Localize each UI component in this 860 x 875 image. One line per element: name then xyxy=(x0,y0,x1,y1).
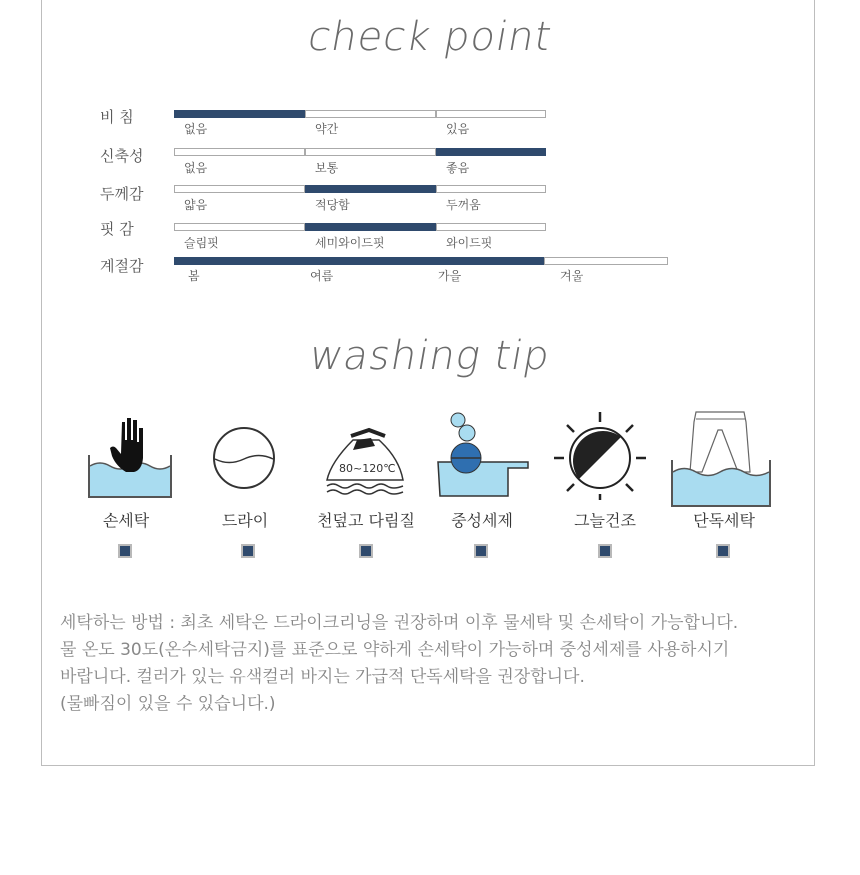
neutral-detergent-icon xyxy=(428,410,538,500)
row-label-elasticity: 신축성 xyxy=(100,147,144,165)
option-label: 봄 xyxy=(188,269,200,283)
hand-wash-marker xyxy=(118,544,132,558)
elasticity-bar xyxy=(174,148,546,156)
thickness-seg-3 xyxy=(436,185,546,193)
sheerness-bar xyxy=(174,110,546,118)
washing-instructions xyxy=(60,610,820,718)
elasticity-seg-1 xyxy=(174,148,305,156)
washing-tip-heading: washing tip xyxy=(306,333,554,379)
sheerness-options xyxy=(174,120,546,137)
instruction-line: 세탁하는 방법 : 최초 세탁은 드라이크리닝을 권장하며 이후 물세탁 및 손세탁이 가능합니다. xyxy=(60,613,739,633)
season-seg-1 xyxy=(174,257,298,265)
row-label-season: 계절감 xyxy=(100,257,144,275)
instruction-line: 물 온도 30도(온수세탁금지)를 표준으로 약하게 손세탁이 가능하며 중성세제를 사용하시기 xyxy=(60,640,730,660)
shade-dry-marker xyxy=(598,544,612,558)
fit-seg-3 xyxy=(436,223,546,231)
season-seg-3 xyxy=(420,257,544,265)
iron-marker xyxy=(359,544,373,558)
option-label: 두꺼움 xyxy=(446,198,481,212)
option-label: 세미와이드핏 xyxy=(315,236,385,250)
wash-separately-marker xyxy=(716,544,730,558)
elasticity-seg-3 xyxy=(436,148,546,156)
fit-options xyxy=(174,234,546,251)
fit-seg-2 xyxy=(305,223,436,231)
neutral-detergent-marker xyxy=(474,544,488,558)
option-label: 얇음 xyxy=(184,198,208,212)
neutral-detergent-label: 중성세제 xyxy=(451,511,513,530)
season-bar xyxy=(174,257,668,265)
dry-clean-icon xyxy=(189,410,299,500)
thickness-seg-2 xyxy=(305,185,436,193)
thickness-seg-1 xyxy=(174,185,305,193)
option-label: 보통 xyxy=(315,161,339,175)
iron-temp-text: 80~120℃ xyxy=(339,462,396,475)
fit-seg-1 xyxy=(174,223,305,231)
option-label: 좋음 xyxy=(446,161,470,175)
season-options xyxy=(174,267,668,284)
elasticity-options xyxy=(174,159,546,176)
iron-label: 천덮고 다림질 xyxy=(317,511,415,530)
option-label: 약간 xyxy=(315,122,339,136)
row-label-thickness: 두께감 xyxy=(100,185,144,203)
wash-separately-label: 단독세탁 xyxy=(693,511,755,530)
hand-wash-label: 손세탁 xyxy=(102,511,150,530)
option-label: 적당함 xyxy=(315,198,350,212)
option-label: 가을 xyxy=(438,269,462,283)
thickness-options xyxy=(174,196,546,213)
sheerness-seg-3 xyxy=(436,110,546,118)
fit-bar xyxy=(174,223,546,231)
dry-clean-label: 드라이 xyxy=(221,511,269,530)
elasticity-seg-2 xyxy=(305,148,436,156)
shade-dry-icon xyxy=(545,410,655,500)
shade-dry-label: 그늘건조 xyxy=(574,511,636,530)
option-label: 있음 xyxy=(446,122,470,136)
option-label: 여름 xyxy=(310,269,334,283)
option-label: 슬림핏 xyxy=(184,236,219,250)
sheerness-seg-1 xyxy=(174,110,305,118)
option-label: 와이드핏 xyxy=(446,236,493,250)
thickness-bar xyxy=(174,185,546,193)
season-seg-2 xyxy=(298,257,420,265)
wash-separately-icon xyxy=(666,410,776,510)
check-point-heading: check point xyxy=(304,14,556,60)
hand-wash-icon xyxy=(74,410,184,500)
row-label-fit: 핏 감 xyxy=(100,220,134,238)
dry-clean-marker xyxy=(241,544,255,558)
row-label-sheerness: 비 침 xyxy=(100,108,134,126)
option-label: 겨울 xyxy=(560,269,584,283)
option-label: 없음 xyxy=(184,161,208,175)
sheerness-seg-2 xyxy=(305,110,436,118)
instruction-line: (물빠짐이 있을 수 있습니다.) xyxy=(60,694,276,714)
instruction-line: 바랍니다. 컬러가 있는 유색컬러 바지는 가급적 단독세탁을 권장합니다. xyxy=(60,667,585,687)
option-label: 없음 xyxy=(184,122,208,136)
season-seg-4 xyxy=(544,257,668,265)
iron-icon xyxy=(309,410,419,500)
